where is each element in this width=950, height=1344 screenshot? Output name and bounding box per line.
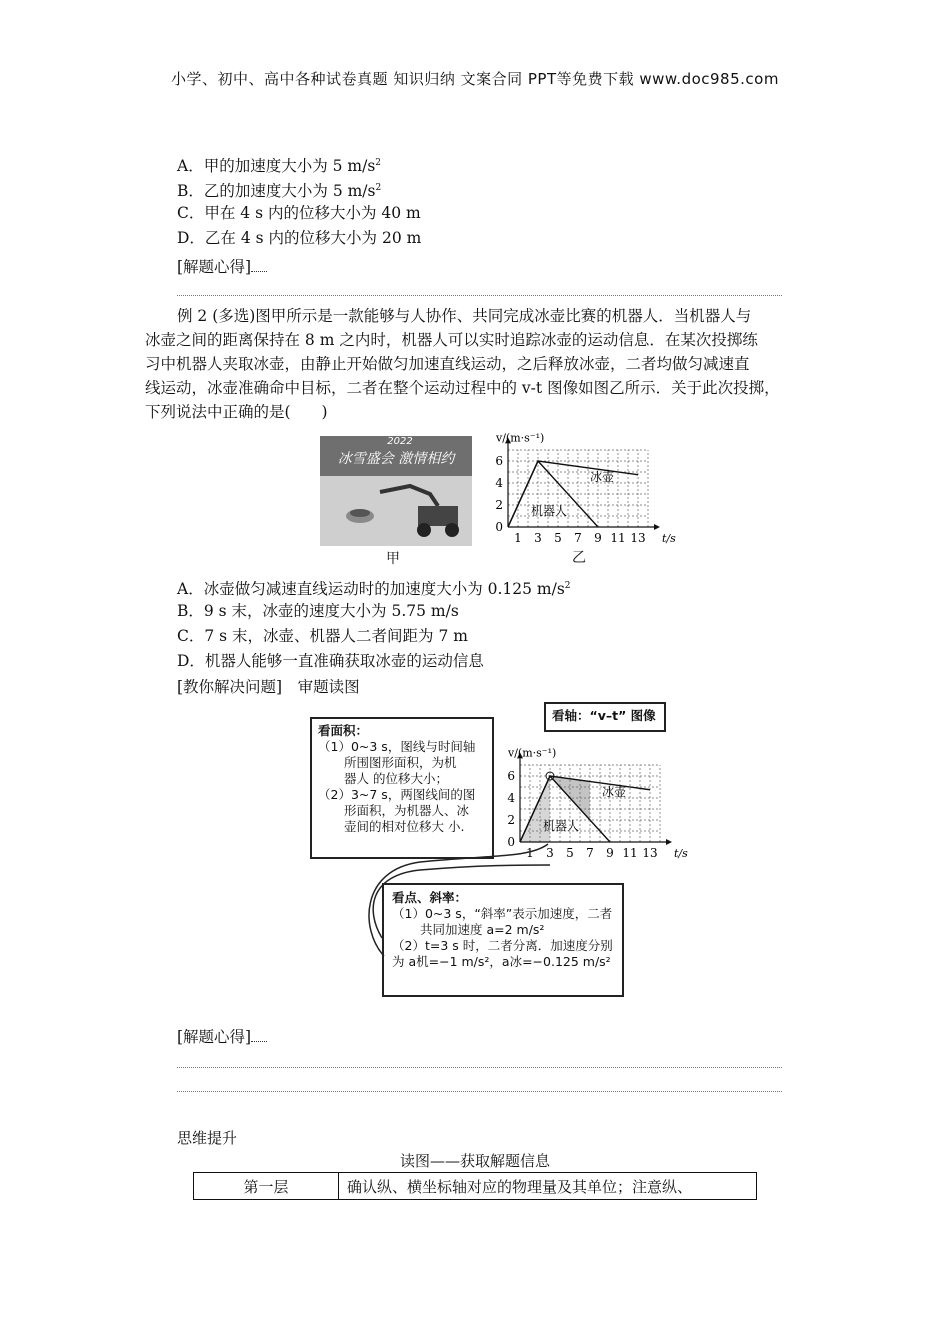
q2-option-d: D．机器人能够一直准确获取冰壶的运动信息: [177, 652, 484, 670]
y-tick-label: 4: [507, 791, 515, 805]
x-tick-label: 3: [534, 531, 542, 545]
graph-caption: 乙: [572, 550, 586, 566]
q1-option-c: C．甲在 4 s 内的位移大小为 40 m: [177, 204, 421, 222]
info-table: [193, 1172, 757, 1200]
q2-option-a: A．冰壶做匀减速直线运动时的加速度大小为 0.125 $m/s^2$: [177, 580, 571, 599]
y-tick-label: 2: [495, 498, 503, 512]
banner-year: 2022: [387, 436, 413, 447]
x-tick-label: 1: [514, 531, 522, 545]
x-tick-label: 5: [566, 846, 574, 860]
think-heading: 思维提升: [177, 1129, 238, 1147]
x-tick-label: 9: [594, 531, 602, 545]
teach-heading: [教你解决问题] 审题读图: [177, 678, 360, 696]
vt-graph-annotated: [500, 728, 688, 868]
y-tick-label: 6: [495, 454, 503, 468]
y-tick-label: 2: [507, 813, 515, 827]
x-tick-label: 7: [574, 531, 582, 545]
connector-lines: [360, 850, 660, 990]
q1-option-a: A．甲的加速度大小为 5 $m/s^2$: [177, 157, 382, 176]
table-title: 读图——获取解题信息: [399, 1152, 550, 1170]
x-tick-label: 11: [610, 531, 626, 545]
table-row: [194, 1173, 757, 1200]
y-tick-label: 6: [507, 769, 515, 783]
page-header: 小学、初中、高中各种试卷真题 知识归纳 文案合同 PPT等免费下载 www.doc985.com: [171, 70, 779, 88]
x-tick-label: 1: [526, 846, 534, 860]
y-tick-label: 4: [495, 476, 503, 490]
table-cell-desc: 确认纵、横坐标轴对应的物理量及其单位；注意纵、: [339, 1173, 757, 1200]
solution-note-2: [解题心得]: [177, 1025, 267, 1047]
box-area: 看面积： （1）0~3 s，图线与时间轴 所围图形面积，为机 器人 的位移大小； （2）3~7 s，两图线间的图 形面积，为机器人、冰 壶间的相对位移大 小.: [310, 717, 494, 859]
x-tick-label: 13: [642, 846, 658, 860]
box-axis: 看轴：“v–t” 图像: [544, 702, 666, 732]
q2-option-b: B．9 s 末，冰壶的速度大小为 5.75 m/s: [177, 602, 459, 620]
example-2-text: 例 2 (多选)图甲所示是一款能够与人协作、共同完成冰壶比赛的机器人．当机器人与 冰壶之间的距离保持在 8 m 之内时，机器人可以实时追踪冰壶的运动信息．在某次投掷练 习中机器人夹取冰壶，由静止开始做匀加速直线运动，之后释放冰壶，二者均做匀减速直 线运动，冰壶准确命中目标，二者在整个运动过程中的 v-t 图像如图乙所示．关于此次投掷， 下列说法中正确的是( ): [145, 307, 780, 421]
photo-caption: 甲: [386, 551, 400, 567]
q1-option-d: D．乙在 4 s 内的位移大小为 20 m: [177, 229, 422, 247]
table-cell-level: 第一层: [194, 1173, 339, 1200]
x-tick-label: 3: [546, 846, 554, 860]
x-tick-label: 13: [630, 531, 646, 545]
x-axis-arrow: [654, 524, 660, 530]
y-tick-label: 0: [495, 520, 503, 534]
y-axis-label: v/(m·s⁻¹): [508, 746, 557, 760]
answer-line-2: [177, 1091, 782, 1092]
series-label-curling: 冰壶: [590, 469, 615, 484]
x-tick-label: 9: [606, 846, 614, 860]
banner-text: 冰雪盛会 激情相约: [337, 451, 455, 467]
x-axis-arrow: [666, 839, 672, 845]
x-tick-label: 7: [586, 846, 594, 860]
y-tick-label: 0: [507, 835, 515, 849]
vt-graph: [490, 425, 680, 565]
x-tick-label: 5: [554, 531, 562, 545]
divider: [177, 295, 782, 296]
x-axis-label: t/s: [674, 847, 688, 860]
x-tick-label: 11: [622, 846, 638, 860]
series-label-robot: 机器人: [531, 503, 568, 518]
series-label-curling: 冰壶: [602, 784, 627, 799]
answer-line-1: [177, 1067, 782, 1068]
x-axis-label: t/s: [662, 532, 676, 545]
y-axis-label: v/(m·s⁻¹): [496, 431, 545, 445]
box-slope: 看点、斜率： （1）0~3 s，“斜率”表示加速度，二者 共同加速度 a=2 m/s² （2）t=3 s 时，二者分离．加速度分别 为 a机=−1 m/s²，a冰=−0.125 m/s²: [382, 883, 624, 997]
solution-note-1: [解题心得]: [177, 255, 267, 277]
q1-option-b: B．乙的加速度大小为 5 $m/s^2$: [177, 182, 382, 201]
robot-photo: [320, 436, 472, 546]
series-label-robot: 机器人: [543, 818, 580, 833]
q2-option-c: C．7 s 末，冰壶、机器人二者间距为 7 m: [177, 627, 468, 645]
